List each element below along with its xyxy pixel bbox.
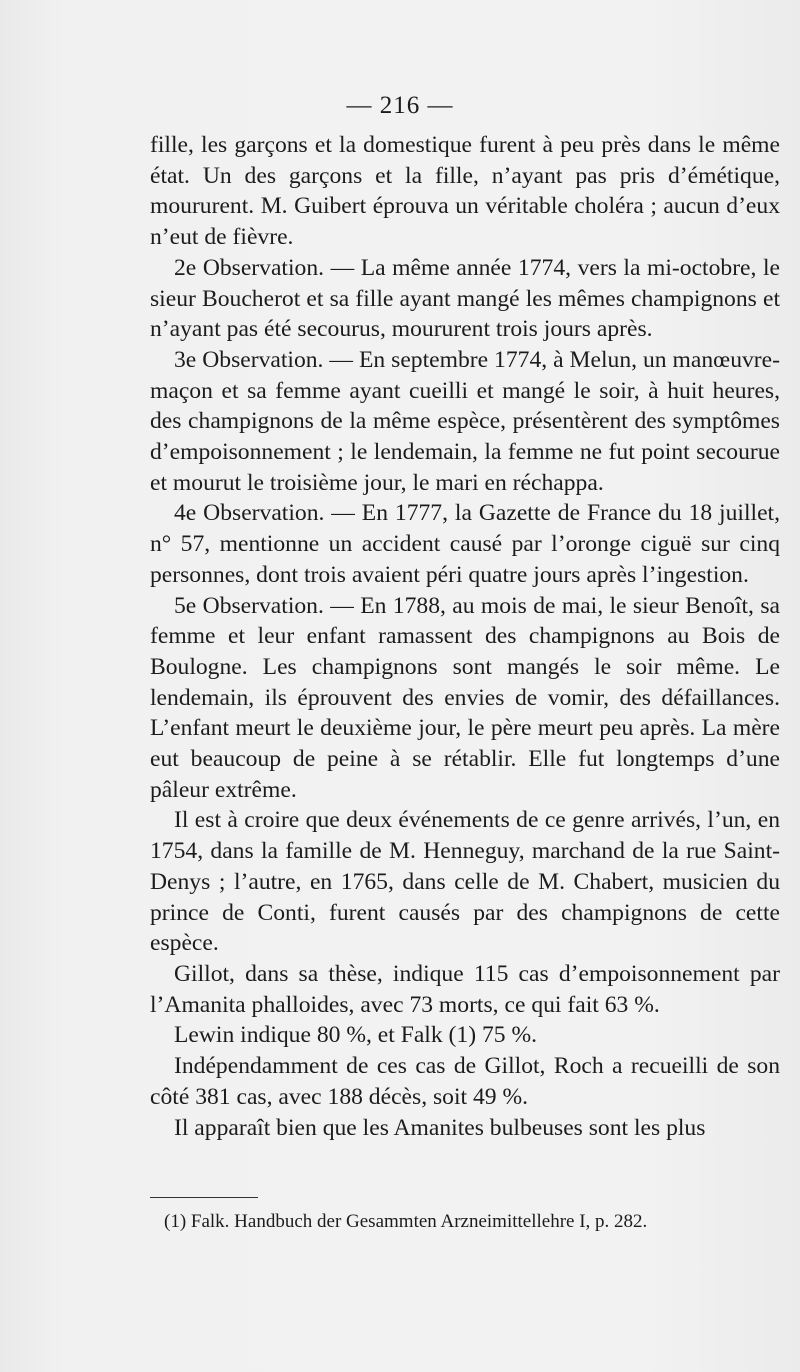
paragraph-lewin: Lewin indique 80 %, et Falk (1) 75 %. [174,1022,538,1049]
page-number: — 216 — [346,92,454,119]
paragraph-events: Il est à croire que deux événements de ce genre arrivés, l’un, en 1754, dans la famille de M. Henneguy, marchand de la rue Saint-Denys ; l’autre, en 1765, dans celle de M. Chabert, musicien du prince de Conti, furent causés par des champignons de cette espèce. [150,807,780,957]
paragraph-observation-4: 4e Observation. — En 1777, la Gazette de France du 18 juillet, n° 57, mentionne un accident causé par l’oronge ciguë sur cinq personnes, dont trois avaient péri quatre jours après l’ingestion. [150,500,780,588]
body-text [150,130,780,1143]
footnote: (1) Falk. Handbuch der Gesammten Arzneimittellehre I, p. 282. [164,1211,648,1232]
paragraph-gillot: Gillot, dans sa thèse, indique 115 cas d’empoisonnement par l’Amanita phalloides, avec 73 morts, ce qui fait 63 %. [150,960,780,1018]
paragraph-roch: Indépendamment de ces cas de Gillot, Roch a recueilli de son côté 381 cas, avec 188 décès, soit 49 %. [150,1053,780,1110]
paragraph-amanites: Il apparaît bien que les Amanites bulbeuses sont les plus [174,1114,706,1141]
paragraph-observation-5: 5e Observation. — En 1788, au mois de mai, le sieur Benoît, sa femme et leur enfant ramassent des champignons au Bois de Boulogne. Les champignons sont mangés le soir même. Le lendemain, ils éprouvent des envies de vomir, des défaillances. L’enfant meurt le deuxième jour, le père meurt peu après. La mère eut beaucoup de peine à se rétablir. Elle fut longtemps d’une pâleur extrême. [150,592,780,803]
paragraph-observation-2: 2e Observation. — La même année 1774, vers la mi-octobre, le sieur Boucherot et sa fille ayant mangé les mêmes champignons et n’ayant pas été secourus, moururent trois jours après. [150,254,780,343]
paragraph-observation-3: 3e Observation. — En septembre 1774, à Melun, un manœuvre-maçon et sa femme ayant cueilli et mangé le soir, à huit heures, des champignons de la même espèce, présentèrent des symptômes d’empoisonnement ; le lendemain, la femme ne fut point secourue et mourut le troisième jour, le mari en réchappa. [150,346,780,496]
paragraph-1: fille, les garçons et la domestique furent à peu près dans le même état. Un des garçons et la fille, n’ayant pas pris d’émétique, moururent. M. Guibert éprouva un véritable choléra ; aucun d’eux n’eut de fièvre. [150,132,780,251]
footnote-rule [150,1197,258,1198]
